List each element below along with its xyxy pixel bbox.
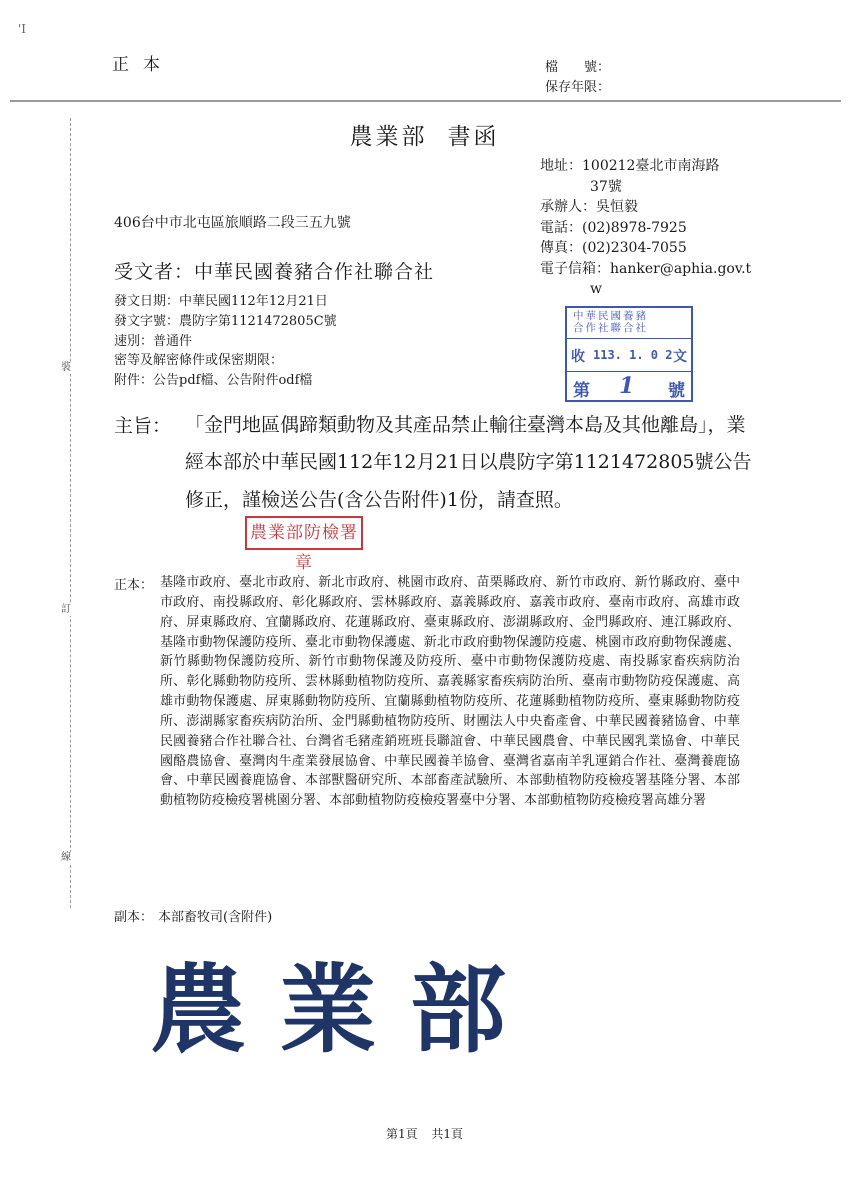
distribution-list: 基隆市政府、臺北市政府、新北市政府、桃園市政府、苗栗縣政府、新竹市政府、新竹縣政府、臺中市政府、南投縣政府、彰化縣政府、雲林縣政府、嘉義縣政府、嘉義市政府、臺南市政府、高雄市政府、屏東縣政府、宜蘭縣政府、花蓮縣政府、臺東縣政府、澎湖縣政府、金門縣政府、連江縣政府、基隆市動物保護防疫所、臺北市動物保護處、新北市政府動物保護防疫處、桃園市政府動物保護處、新竹縣動物保護防疫所、新竹市動物保護及防疫所、臺中市動物保護防疫處、南投縣家畜疾病防治所、彰化縣動物防疫所、雲林縣動植物防疫所、嘉義縣家畜疾病防治所、臺南市動物防疫保護處、高雄市動物保護處、屏東縣動物防疫所、宜蘭縣動植物防疫所、花蓮縣動植物防疫所、臺東縣動物防疫所、澎湖縣家畜疾病防治所、金門縣動植物防疫所、財團法人中央畜產會、中華民國養豬協會、中華民國養豬合作社聯合社、台灣省毛豬產銷班班長聯誼會、中華民國農會、中華民國乳業協會、中華民國酪農協會、臺灣肉牛產業發展協會、中華民國養羊協會、臺灣省嘉南羊乳運銷合作社、臺灣養鹿協會、中華民國養鹿協會、本部獸醫研究所、本部畜產試驗所、本部動植物防疫檢疫署基隆分署、本部動植物防疫檢疫署桃園分署、本部動植物防疫檢疫署臺中分署、本部動植物防疫檢疫署高雄分署 [160, 575, 740, 809]
stamp-org-bottom: 合作社聯合社 [573, 322, 648, 334]
document-number: 發文字號：農防字第1121472805C號 [114, 313, 337, 329]
top-divider [10, 100, 841, 102]
scan-mark: 'I [18, 22, 27, 36]
cc-label: 副本： [114, 910, 154, 925]
file-meta [545, 58, 610, 98]
fax: 傳真：(02)2304-7055 [540, 240, 687, 256]
document-title [0, 118, 849, 151]
issuing-agency: 農業部 [349, 124, 428, 150]
document-type: 書函 [447, 124, 500, 150]
subject-label: 主旨： [114, 415, 172, 437]
delivery-speed: 速別：普通件 [114, 333, 193, 349]
retention-period-label: 保存年限： [545, 80, 611, 95]
email: 電子信箱：hanker@aphia.gov.t [540, 260, 752, 277]
email-line-2: w [590, 281, 602, 297]
stamp-received-char: 收 [571, 349, 585, 365]
attachments: 附件：公告pdf檔、公告附件odf檔 [114, 373, 313, 389]
binding-mark-staple: 訂 [61, 604, 71, 615]
stamp-number-suffix: 號 [668, 381, 685, 401]
phone: 電話：(02)8978-7925 [540, 219, 687, 236]
handler: 承辦人：吳恒毅 [540, 199, 638, 215]
file-number-label: 檔 號： [545, 60, 611, 75]
contact-block [540, 156, 770, 300]
stamp-number-prefix: 第 [573, 381, 590, 401]
subject-text: 「金門地區偶蹄類動物及其產品禁止輸往臺灣本島及其他離島」，業經本部於中華民國112年12月21日以農防字第1121472805號公告修正，謹檢送公告(含公告附件)1份，請查照。 [185, 414, 752, 511]
binding-dashed-line [70, 118, 71, 908]
binding-mark-bind: 裝 [61, 362, 71, 373]
cc-list: 本部畜牧司(含附件) [158, 910, 273, 925]
copy-type-label: 正本 [112, 55, 174, 75]
stamp-date: 113. 1. 0 2 [593, 348, 673, 362]
document-meta [114, 292, 337, 391]
stamp-number: 1 [619, 373, 635, 399]
issue-date: 發文日期：中華民國112年12月21日 [114, 294, 328, 309]
page-number: 第1頁 共1頁 [385, 1127, 464, 1141]
secrecy-level: 密等及解密條件或保密期限： [114, 353, 284, 369]
stamp-org-top: 中華民國養豬 [573, 310, 648, 322]
stamp-doc-char: 文 [673, 349, 687, 365]
recipient-address: 406台中市北屯區旅順路二段三五九號 [114, 215, 351, 231]
address-line-2: 37號 [590, 178, 622, 195]
distribution-label: 正本： [114, 578, 154, 593]
binding-mark-line: 線 [61, 852, 71, 863]
received-stamp [565, 306, 693, 402]
red-seal: 農業部防檢署章 [245, 516, 363, 550]
recipient: 受文者：中華民國養豬合作社聯合社 [114, 261, 435, 283]
address-line: 地址：100212臺北市南海路 [540, 158, 720, 174]
agency-signature-seal: 農業部 [150, 953, 540, 1066]
